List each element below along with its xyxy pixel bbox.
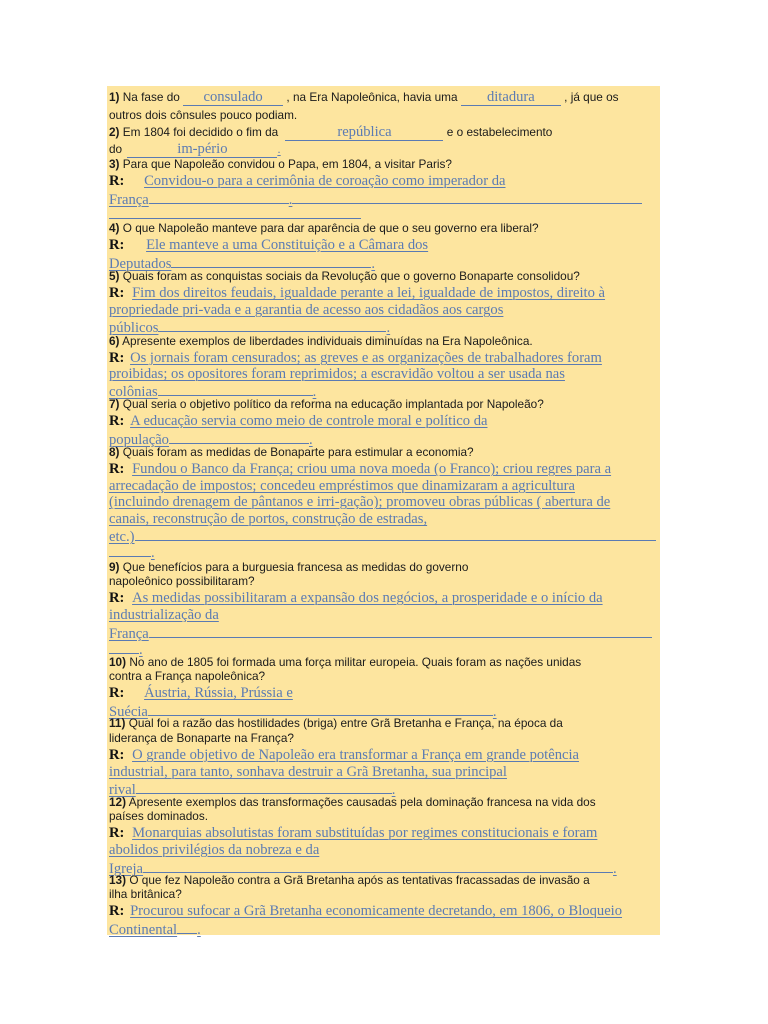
answer-dot: . [139,642,143,658]
question-number: 11) [109,716,126,730]
answer-blank-consulado: consulado [183,90,283,106]
answer-11-line-1 [109,748,579,763]
answer-5-line-1 [109,286,605,301]
question-6 [109,336,533,348]
answer-text: Suécia [109,704,148,720]
answer-blank-line [169,431,309,444]
question-number: 6) [109,334,120,348]
question-number: 13) [109,873,127,887]
answer-blank-line [149,191,289,204]
question-text: Apresente exemplos de liberdades individuais diminuídas na Era Napoleônica. [122,334,533,348]
question-13 [109,875,590,887]
question-text: napoleônico possibilitaram? [109,574,255,588]
answer-dot: . [288,192,293,208]
answer-text: Convidou-o para a cerimônia de coroação como imperador da [144,173,506,189]
question-1 [109,90,619,106]
answer-13-line-2 [109,921,201,938]
question-text: Quais foram as conquistas sociais da Revolução que o governo Bonaparte consolidou? [122,269,580,283]
question-number: 2) [109,125,120,139]
question-text: contra a França napoleônica? [109,669,266,683]
answer-6-line-1 [109,351,602,366]
answer-blank-line [148,703,493,716]
answer-text: França [109,626,149,642]
answer-13-line-1 [109,904,622,919]
question-text: Para que Napoleão convidou o Papa, em 1804, a visitar Paris? [122,157,452,171]
answer-dot: . [371,256,376,272]
answer-dot: . [151,545,155,561]
answer-dot: . [613,861,617,877]
answer-label: R: [109,413,125,429]
answer-text: As medidas possibilitaram a expansão dos negócios, a prosperidade e o início da [132,590,603,606]
question-text: Qual seria o objetivo político da reforma na educação implantada por Napoleão? [122,397,544,411]
question-13-cont [109,889,182,901]
answer-12-line-1 [109,826,597,841]
question-9-cont [109,576,255,588]
answer-blank-line [177,921,197,934]
question-text: liderança de Bonaparte na França? [109,731,294,745]
answer-text: Monarquias absolutistas foram substituídas por regimes constitucionais e foram [132,825,598,841]
question-8 [109,447,474,459]
worksheet-page [107,86,660,938]
answer-text: (incluindo drenagem de pântanos e irri-gação); promoveu obras públicas ( abertura de [109,494,611,510]
answer-label: R: [109,173,125,189]
question-number: 7) [109,397,120,411]
question-9 [109,562,468,574]
question-text: e o estabelecimento [446,125,553,139]
answer-6-line-2 [109,367,565,382]
answer-text: rival [109,782,136,798]
answer-dot: . [277,142,281,156]
answer-blank-line [136,781,392,794]
question-2 [109,125,552,141]
answer-text: públicos [109,320,159,336]
answer-dot: . [308,432,313,448]
answer-text: Igreja [109,861,144,877]
question-number: 3) [109,157,120,171]
answer-text: arrecadação de impostos; concedeu empréstimos que dinamizaram a agricultura [109,478,575,494]
answer-blank-imperio: im-pério [127,142,277,158]
answer-text: industrial, para tanto, sonhava destruir a Grã Bretanha, sua principal [109,764,507,780]
answer-9-line-1 [109,591,603,606]
answer-5-line-2 [109,303,503,318]
answer-label: R: [109,747,125,763]
question-number: 12) [109,795,127,809]
answer-dot: . [386,320,391,336]
question-4 [109,223,539,235]
answer-9-line-3 [109,625,652,642]
answer-label: R: [109,285,125,301]
answer-text: canais, reconstrução de portos, construção de estradas, [109,511,428,527]
question-text: O que Napoleão manteve para dar aparência de que o seu governo era liberal? [122,221,539,235]
answer-blank-line [292,191,642,204]
answer-label: R: [109,461,125,477]
question-text: outros dois cônsules pouco podiam. [109,108,298,122]
question-number: 5) [109,269,120,283]
question-5 [109,271,580,283]
answer-blank-line [149,625,652,638]
question-text: Na fase do [122,90,180,104]
question-text: Quais foram as medidas de Bonaparte para estimular a economia? [122,445,474,459]
answer-label: R: [109,903,125,919]
answer-8-line-1 [109,462,611,477]
question-number: 8) [109,445,120,459]
answer-3-line-1 [109,174,506,189]
answer-8-line-6 [109,544,155,561]
answer-label: R: [109,685,125,701]
question-number: 1) [109,90,120,104]
answer-9-line-2 [109,608,219,623]
answer-8-line-2 [109,479,575,494]
answer-label: R: [109,825,125,841]
question-12-cont [109,811,208,823]
answer-blank-line [171,255,371,268]
answer-blank-line [109,206,361,219]
question-2-cont [109,142,281,158]
answer-blank-republica: república [285,125,443,141]
answer-8-line-3 [109,495,610,510]
answer-8-line-5 [109,528,656,545]
answer-blank-line [135,528,656,541]
answer-blank-line [109,544,151,557]
answer-text: Procurou sufocar a Grã Bretanha economicamente decretando, em 1806, o Bloqueio [130,903,623,919]
answer-label: R: [109,590,125,606]
answer-blank-line [158,319,386,332]
answer-text: Fundou o Banco da França; criou uma nova moeda (o Franco); criou regres para a [132,461,612,477]
question-7 [109,399,544,411]
question-1-cont [109,110,297,122]
question-10 [109,657,581,669]
answer-label: R: [109,237,125,253]
answer-11-line-2 [109,765,507,780]
answer-dot: . [197,922,201,938]
answer-blank-line [158,383,313,396]
question-number: 10) [109,655,127,669]
answer-text: Fim dos direitos feudais, igualdade perante a lei, igualdade de impostos, direito à [132,285,606,301]
answer-text: propriedade pri-vada e a garantia de acesso aos cidadãos aos cargos [109,302,504,318]
answer-text: abolidos privilégios da nobreza e da [109,842,320,858]
answer-text: O grande objetivo de Napoleão era transformar a França em grande potência [132,747,579,763]
question-3 [109,159,452,171]
question-text: Apresente exemplos das transformações causadas pela dominação francesa na vida dos [128,795,596,809]
answer-text: Deputados [109,256,172,272]
answer-12-line-2 [109,843,319,858]
answer-text: industrialização da [109,607,219,623]
question-text: , já que os [564,90,619,104]
question-text: Qual foi a razão das hostilidades (briga) entre Grã Bretanha e França, na época da [128,716,563,730]
answer-text: Os jornais foram censurados; as greves e as organizações de trabalhadores foram [130,350,602,366]
question-text: ilha britânica? [109,887,182,901]
answer-blank-line [143,860,613,873]
answer-7-line-1 [109,414,487,429]
answer-text: Áustria, Rússia, Prússia e [144,685,293,701]
answer-dot: . [391,782,396,798]
question-text: Que benefícios para a burguesia francesa as medidas do governo [122,560,469,574]
answer-8-line-4 [109,512,427,527]
answer-text: etc.) [109,529,135,545]
answer-text: proibidas; os opositores foram reprimidos; a escravidão voltou a ser usada nas [109,366,565,382]
question-number: 4) [109,221,120,235]
answer-text: A educação servia como meio de controle moral e político da [130,413,488,429]
question-text: No ano de 1805 foi formada uma força militar europeia. Quais foram as nações unidas [129,655,582,669]
answer-text: população [109,432,169,448]
question-text: Em 1804 foi decidido o fim da [122,125,279,139]
question-text: do [109,142,123,156]
answer-blank-line [109,641,139,654]
question-text: O que fez Napoleão contra a Grã Bretanha após as tentativas fracassadas de invasão a [129,873,590,887]
answer-label: R: [109,350,125,366]
question-text: , na Era Napoleônica, havia uma [286,90,458,104]
answer-10-line-1 [109,686,293,701]
question-number: 9) [109,560,120,574]
question-10-cont [109,671,265,683]
answer-text: Ele manteve a uma Constituição e a Câmara dos [146,237,429,253]
answer-blank-ditadura: ditadura [461,90,561,106]
answer-text: França [109,192,149,208]
answer-text: colônias [109,384,158,400]
question-11 [109,718,563,730]
answer-4-line-1 [109,238,428,253]
question-12 [109,797,596,809]
answer-dot: . [312,384,317,400]
answer-text: Continental [109,922,178,938]
question-11-cont [109,733,294,745]
answer-dot: . [492,704,497,720]
question-text: países dominados. [109,809,209,823]
